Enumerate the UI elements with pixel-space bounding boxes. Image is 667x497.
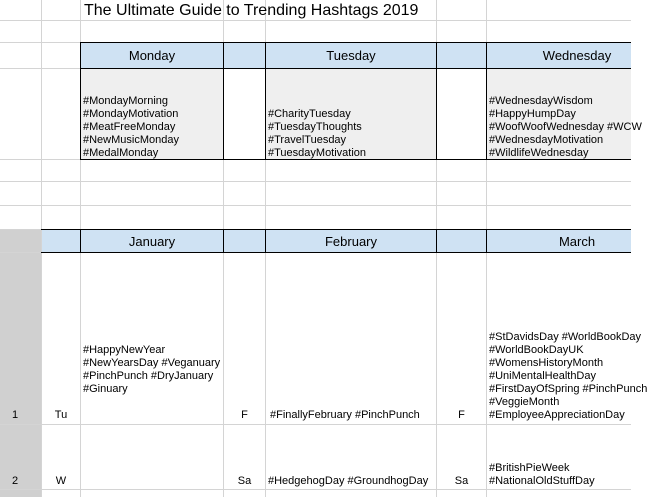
- header-wednesday[interactable]: Wednesday: [542, 48, 612, 63]
- hashtag: #NationalOldStuffDay: [489, 475, 595, 487]
- january-hashtags-cell[interactable]: [83, 344, 223, 396]
- march-day-cell[interactable]: F: [458, 409, 465, 421]
- hashtag: #FinallyFebruary #PinchPunch: [270, 409, 420, 421]
- header-february[interactable]: February: [324, 234, 378, 249]
- hashtag: #CharityTuesday: [268, 108, 351, 120]
- hashtag: #WildlifeWednesday: [489, 147, 589, 159]
- sheet-title: The Ultimate Guide to Trending Hashtags 2019: [84, 2, 419, 19]
- hashtag: #UniMentalHealthDay: [489, 370, 596, 382]
- hashtag: #WomensHistoryMonth: [489, 357, 604, 369]
- wednesday-hashtags-cell[interactable]: [489, 95, 642, 160]
- march-day-cell[interactable]: Sa: [454, 475, 469, 487]
- hashtag: #BritishPieWeek: [489, 462, 570, 474]
- header-january[interactable]: January: [128, 234, 176, 249]
- hashtag: #FirstDayOfSpring #PinchPunch: [489, 383, 648, 395]
- hashtag: #Ginuary: [83, 383, 128, 395]
- row-header-column[interactable]: [0, 230, 41, 497]
- hashtag: #TravelTuesday: [268, 134, 347, 146]
- hashtag: #TuesdayMotivation: [268, 147, 367, 159]
- hashtag: #HedgehogDay #GroundhogDay: [268, 475, 429, 487]
- row-number-2[interactable]: 2: [11, 475, 19, 487]
- march-hashtags-cell[interactable]: [489, 331, 648, 422]
- hashtag: #MondayMotivation: [83, 108, 179, 120]
- hashtag: #HappyNewYear: [83, 344, 166, 356]
- header-march[interactable]: March: [558, 234, 596, 249]
- february-hashtags-cell[interactable]: [268, 475, 436, 488]
- hashtag: #EmployeeAppreciationDay: [489, 409, 625, 421]
- header-tuesday[interactable]: Tuesday: [326, 48, 376, 63]
- hashtag: #WoofWoofWednesday #WCW: [489, 121, 642, 133]
- hashtag: #HappyHumpDay: [489, 108, 576, 120]
- hashtag: #WednesdayMotivation: [489, 134, 604, 146]
- hashtag: #WednesdayWisdom: [489, 95, 593, 107]
- row-number-1[interactable]: 1: [11, 409, 19, 421]
- monday-hashtags-cell[interactable]: [83, 95, 223, 160]
- header-monday[interactable]: Monday: [128, 48, 176, 63]
- hashtag: #NewYearsDay #Veganuary: [83, 357, 221, 369]
- tuesday-hashtags-cell[interactable]: [268, 108, 436, 160]
- hashtag: #TuesdayThoughts: [268, 121, 362, 133]
- hashtag: #MondayMorning: [83, 95, 168, 107]
- january-day-cell[interactable]: Tu: [54, 409, 68, 421]
- hashtag: #MeatFreeMonday: [83, 121, 176, 133]
- march-hashtags-cell[interactable]: [489, 462, 631, 488]
- hashtag: #NewMusicMonday: [83, 134, 179, 146]
- hashtag: #VeggieMonth: [489, 396, 560, 408]
- hashtag: #StDavidsDay #WorldBookDay: [489, 331, 642, 343]
- february-day-cell[interactable]: Sa: [237, 475, 252, 487]
- february-day-cell[interactable]: F: [241, 409, 248, 421]
- hashtag: #MedalMonday: [83, 147, 159, 159]
- january-day-cell[interactable]: W: [55, 475, 67, 487]
- hashtag: #WorldBookDayUK: [489, 344, 584, 356]
- february-hashtags-cell[interactable]: [270, 409, 436, 422]
- hashtag: #PinchPunch #DryJanuary: [83, 370, 214, 382]
